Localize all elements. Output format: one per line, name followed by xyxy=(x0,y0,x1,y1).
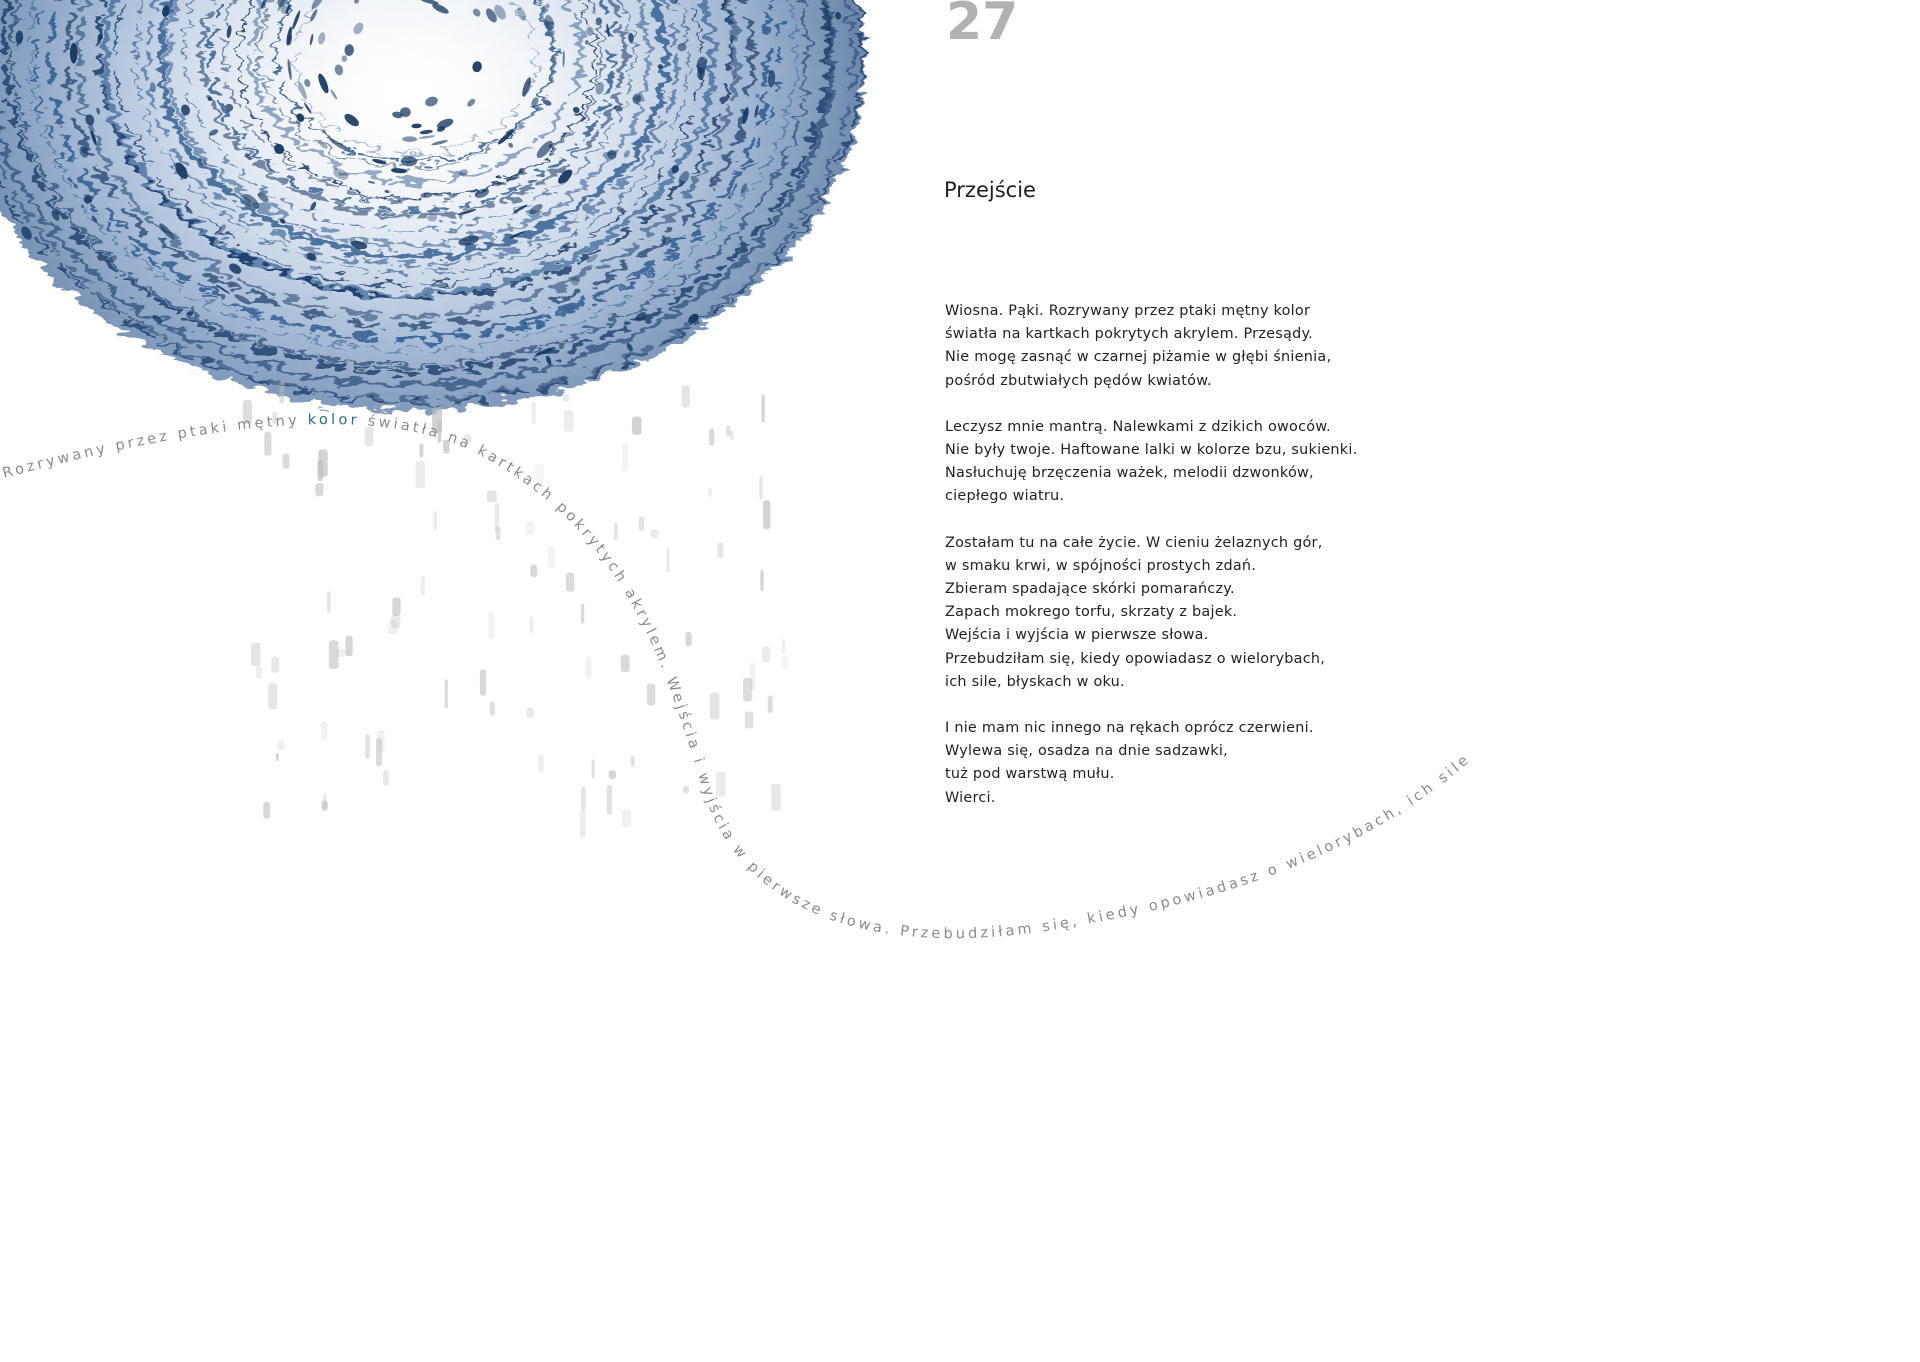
smudge-mark xyxy=(622,443,629,471)
smudge-mark xyxy=(743,678,752,702)
poem-line: I nie mam nic innego na rękach oprócz czerwieni. xyxy=(945,720,1314,737)
poem-line: Wylewa się, osadza na dnie sadzawki, xyxy=(945,743,1228,760)
poem-stanza xyxy=(945,532,1357,694)
smudge-mark xyxy=(263,802,270,819)
smudge-mark xyxy=(726,425,730,436)
smudge-mark xyxy=(391,615,401,628)
smudge-mark xyxy=(562,394,569,402)
smudge-mark xyxy=(759,476,763,500)
smudge-mark xyxy=(580,810,586,838)
poem-stanza xyxy=(945,717,1357,810)
poem-line: Nie mogę zasnąć w czarnej piżamie w głębi śnienia, xyxy=(945,349,1332,366)
smudge-mark xyxy=(762,646,770,662)
smudge-mark xyxy=(609,770,617,779)
smudge-mark xyxy=(392,597,400,616)
poem-line: Wiosna. Pąki. Rozrywany przez ptaki mętny kolor xyxy=(945,303,1311,319)
curved-text-part: Rozrywany przez ptaki mętny xyxy=(0,412,309,482)
poem-line: ciepłego wiatru. xyxy=(945,488,1065,505)
smudge-mark xyxy=(383,770,389,786)
poem-line: Leczysz mnie mantrą. Nalewkami z dzikich owoców. xyxy=(945,418,1331,435)
smudge-mark xyxy=(276,753,279,762)
curved-text-part: światła na kartkach pokrytych akrylem. Wejścia i wyjścia w pierwsze słowa. Przebudziłam się, kiedy opowiadasz o wielorybach, ich sile xyxy=(359,412,1475,943)
smudge-mark xyxy=(365,734,370,759)
poem-line: światła na kartkach pokrytych akrylem. Przesądy. xyxy=(945,326,1313,343)
smudge-mark xyxy=(421,576,425,595)
smudge-mark xyxy=(419,443,423,457)
smudge-mark xyxy=(592,759,595,778)
smudge-mark xyxy=(271,657,279,673)
smudge-mark xyxy=(761,394,765,423)
paint-dab xyxy=(70,43,78,64)
smudge-mark xyxy=(526,521,535,535)
poem-stanza xyxy=(945,416,1357,509)
smudge-mark xyxy=(279,380,284,404)
smudge-mark xyxy=(709,428,714,446)
smudge-mark xyxy=(632,417,642,435)
smudge-mark xyxy=(682,385,690,408)
smudge-mark xyxy=(710,693,720,720)
smudge-mark xyxy=(730,430,734,440)
smudge-mark xyxy=(283,454,290,469)
smudge-mark xyxy=(771,784,780,811)
poem-line: Zapach mokrego torfu, skrzaty z bajek. xyxy=(945,604,1238,621)
poem-line: Nasłuchuję brzęczenia ważek, melodii dzwonków, xyxy=(945,465,1314,482)
smudge-mark xyxy=(763,500,770,529)
smudge-mark xyxy=(581,604,584,624)
smudge-mark xyxy=(621,655,630,672)
smudge-mark xyxy=(318,460,324,482)
smudge-mark xyxy=(564,410,574,432)
smudge-mark xyxy=(708,488,712,497)
poem-line: ich sile, błyskach w oku. xyxy=(945,673,1125,690)
smudge-mark xyxy=(718,542,724,558)
smudge-mark xyxy=(581,787,586,811)
smudge-mark xyxy=(277,740,285,750)
poem-line: Zostałam tu na całe życie. W cieniu żelaznych gór, xyxy=(945,534,1323,551)
smudge-mark xyxy=(415,461,425,489)
poem-line: Nie były twoje. Haftowane lalki w kolorze bzu, sukienki. xyxy=(945,442,1358,459)
poem-line: Wierci. xyxy=(945,789,996,806)
smudge-mark xyxy=(531,402,536,425)
smudge-mark xyxy=(490,702,495,716)
smudge-mark xyxy=(376,738,382,767)
poem-line: Wejścia i wyjścia w pierwsze słowa. xyxy=(945,627,1209,644)
smudge-mark xyxy=(327,591,331,613)
smudge-mark xyxy=(622,810,631,828)
smudge-mark xyxy=(434,511,437,530)
smudge-mark xyxy=(782,638,785,654)
poem-line: tuż pod warstwą mułu. xyxy=(945,766,1115,783)
smudge-mark xyxy=(480,669,486,696)
smudge-mark xyxy=(268,683,277,709)
smudge-mark xyxy=(631,756,635,767)
smudge-mark xyxy=(607,785,612,815)
poem-stanza xyxy=(945,300,1357,393)
poem-line: w smaku krwi, w spójności prostych zdań. xyxy=(945,557,1257,574)
smudge-mark xyxy=(251,643,261,666)
poem-line: Przebudziłam się, kiedy opowiadasz o wielorybach, xyxy=(945,650,1326,667)
painted-swirl xyxy=(0,0,865,410)
smudge-mark xyxy=(321,721,328,740)
smudge-mark xyxy=(768,695,773,713)
smudge-mark xyxy=(315,483,323,496)
smudge-mark xyxy=(329,640,339,669)
smudge-mark xyxy=(760,570,763,592)
smudge-mark xyxy=(264,432,271,456)
smudge-mark xyxy=(667,548,670,573)
smudge-mark xyxy=(566,573,574,592)
poem-title: Przejście xyxy=(944,178,1036,202)
smudge-mark xyxy=(639,516,644,531)
poem-line: pośród zbutwiałych pędów kwiatów. xyxy=(945,372,1212,389)
curved-text-accent: kolor xyxy=(307,412,361,429)
page-number: 27 xyxy=(946,0,1019,52)
smudge-mark xyxy=(487,491,497,503)
smudge-mark xyxy=(548,546,555,568)
smudge-mark xyxy=(530,616,533,633)
smudge-mark xyxy=(647,684,656,706)
poem-body xyxy=(945,300,1357,833)
smudge-mark xyxy=(488,612,494,639)
poem-line: Zbieram spadające skórki pomarańczy. xyxy=(945,581,1235,598)
smudge-mark xyxy=(614,522,618,540)
smudge-mark xyxy=(685,632,691,646)
smudge-mark xyxy=(782,656,789,669)
smudge-mark xyxy=(538,754,544,772)
smudge-mark xyxy=(526,707,533,718)
smudge-mark xyxy=(530,565,537,578)
smudge-mark xyxy=(496,527,501,540)
smudge-mark xyxy=(745,712,754,729)
smudge-mark xyxy=(256,666,262,679)
smudge-mark xyxy=(683,786,689,794)
smudge-mark xyxy=(586,656,592,678)
smudge-mark xyxy=(651,529,659,539)
smudge-mark xyxy=(322,800,328,811)
smudge-mark xyxy=(345,636,352,656)
smudge-mark xyxy=(716,771,726,796)
smudge-mark xyxy=(445,679,449,709)
